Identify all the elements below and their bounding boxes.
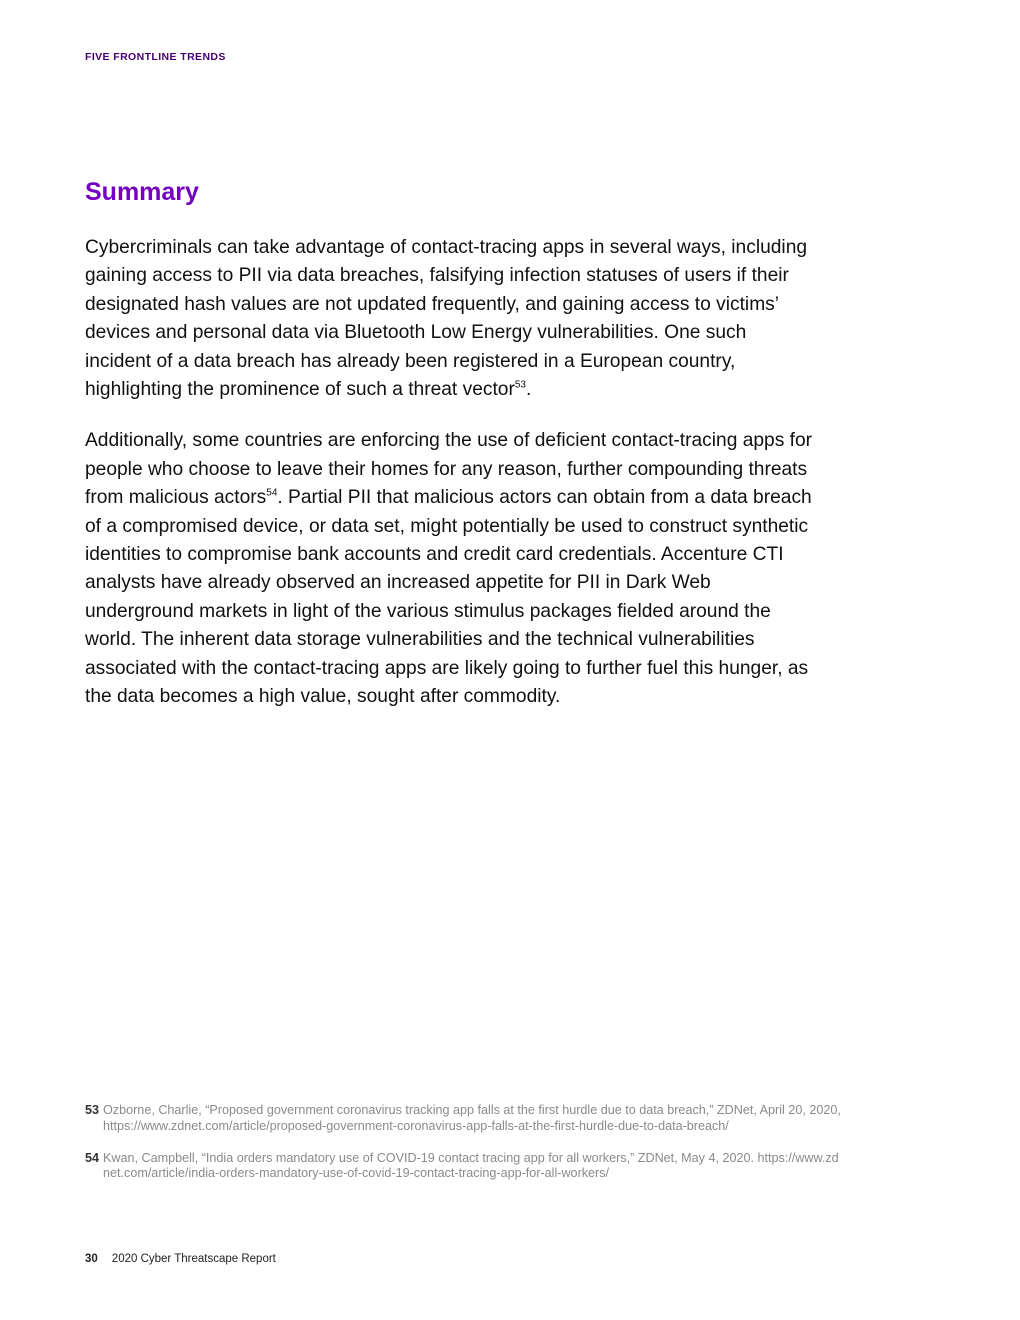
section-header: FIVE FRONTLINE TRENDS [85, 51, 226, 63]
footnote-53 [85, 1103, 845, 1135]
paragraph-1-tail: . [525, 379, 532, 401]
summary-title: Summary [85, 178, 199, 206]
footnotes-section [85, 1103, 845, 1198]
summary-paragraph-1 [85, 234, 815, 404]
paragraph-2-text-before: Additionally, some countries are enforcing the use of deficient contact-tracing apps for people who choose to leave their homes for any reason, further compounding threats from malicious actors [85, 430, 813, 509]
footnote-number: 53 [85, 1103, 100, 1117]
paragraph-2-text-after: . Partial PII that malicious actors can obtain from a data breach of a compromised device, or data set, might potentially be used to construct synthetic identities to compromise bank accounts and credit card credentials. Accenture CTI analysts have already observed an increased appetite for PII in Dark Web underground markets in light of the various stimulus packages fielded around the world. The inherent data storage vulnerabilities and the technical vulnerabilities associated with the contact-tracing apps are likely going to further fuel this hunger, as the data becomes a high value, sought after commodity. [85, 487, 812, 708]
footnote-ref-53[interactable]: 53 [514, 379, 526, 391]
footnote-body [103, 1151, 845, 1183]
footnote-text: Ozborne, Charlie, “Proposed government coronavirus tracking app falls at the first hurdle due to data breach,” ZDNet, April 20, 2020, [103, 1103, 841, 1117]
report-title: 2020 Cyber Threatscape Report [111, 1253, 276, 1265]
footnote-number: 54 [85, 1150, 100, 1165]
footnote-text: Kwan, Campbell, “India orders mandatory use of COVID-19 contact tracing app for all workers,” ZDNet, May 4, 2020. [103, 1150, 758, 1165]
footnote-link[interactable]: https://www.zdnet.com/article/india-orders-mandatory-use-of-covid-19-contact-tracing-app-for-all-workers/ [103, 1150, 839, 1181]
page-footer [85, 1253, 276, 1265]
footnote-ref-54[interactable]: 54 [266, 487, 278, 499]
page-number: 30 [85, 1253, 98, 1265]
paragraph-1-text: Cybercriminals can take advantage of contact-tracing apps in several ways, including gaining access to PII via data breaches, falsifying infection statuses of users if their designated hash values are not updated frequently, and gaining access to victims’ devices and personal data via Bluetooth Low Energy vulnerabilities. One such incident of a data breach has already been registered in a European country, highlighting the prominence of such a threat vector [85, 237, 808, 401]
footnote-link[interactable]: https://www.zdnet.com/article/proposed-government-coronavirus-app-falls-at-the-first-hurdle-due-to-data-breach/ [103, 1118, 729, 1133]
footnote-54 [85, 1151, 845, 1183]
summary-body [85, 234, 815, 735]
summary-paragraph-2 [85, 427, 815, 711]
footnote-body [103, 1103, 845, 1135]
